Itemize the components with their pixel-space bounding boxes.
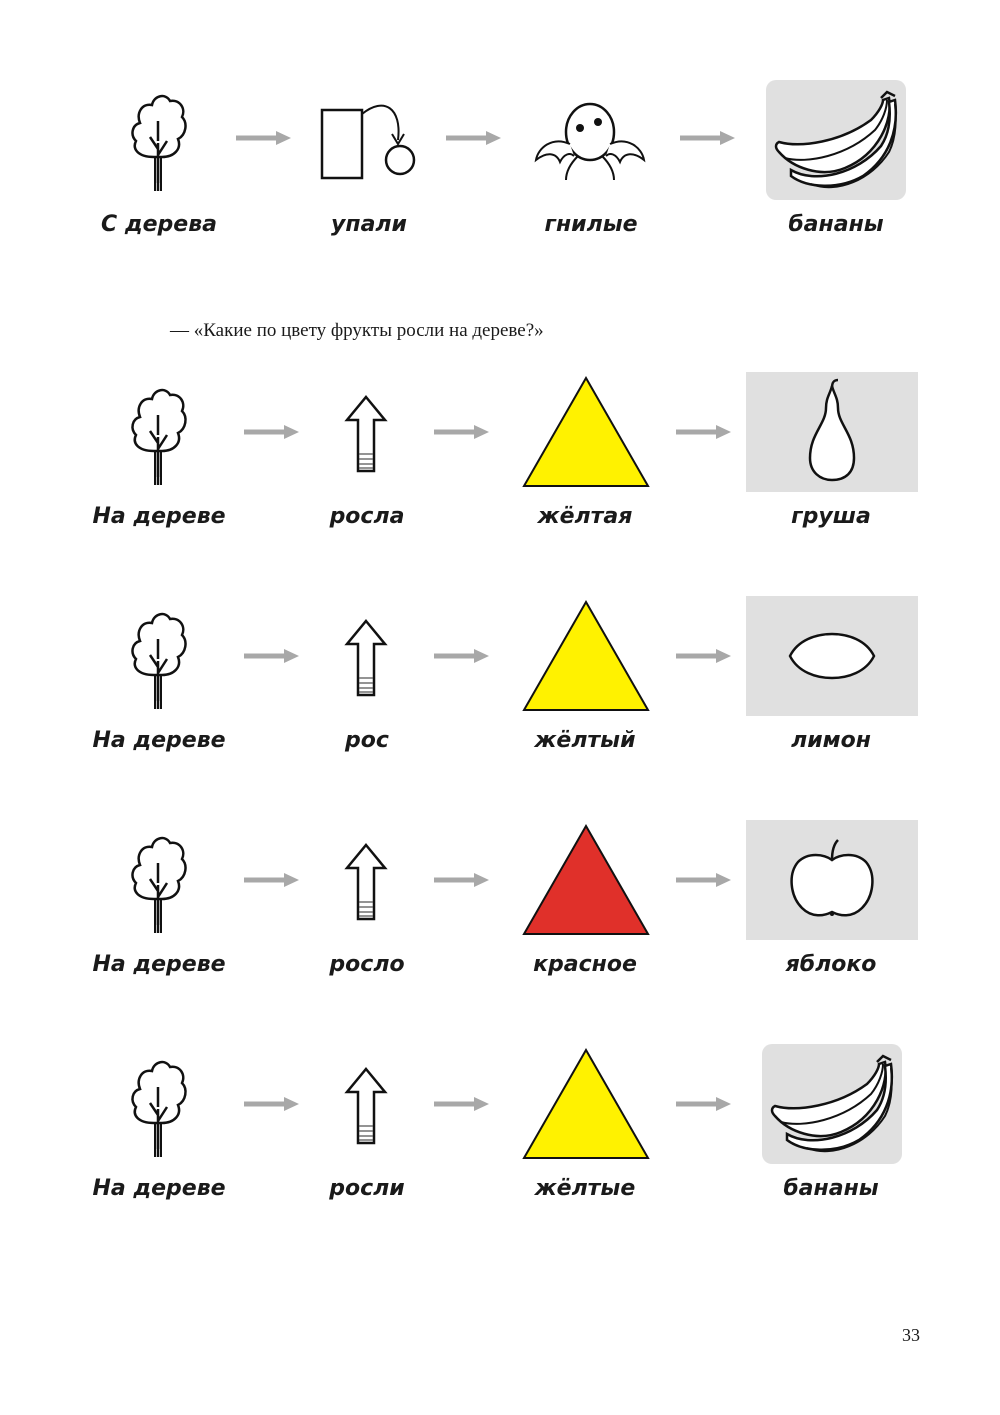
red-triangle-icon [522, 824, 650, 936]
word-label: яблоко [785, 952, 877, 977]
lemon-icon [746, 596, 918, 716]
question-text: — «Какие по цвету фрукты росли на дереве?» [170, 320, 544, 341]
yellow-triangle-icon [522, 376, 650, 488]
yellow-triangle-icon [522, 1048, 650, 1160]
arrow-right-icon [676, 648, 732, 664]
tree-icon [128, 600, 188, 712]
word-label: бананы [788, 212, 884, 237]
word-label: На дереве [92, 504, 226, 529]
arrow-right-icon [244, 648, 300, 664]
word-label: На дереве [92, 1176, 226, 1201]
tree-icon [128, 376, 188, 488]
word-label: росло [329, 952, 405, 977]
pear-icon [746, 372, 918, 492]
arrow-right-icon [244, 872, 300, 888]
arrow-right-icon [680, 130, 736, 146]
word-label: упали [331, 212, 407, 237]
rotten-icon [530, 100, 650, 182]
arrow-right-icon [676, 1096, 732, 1112]
fall-down-icon [318, 98, 422, 182]
arrow-right-icon [676, 424, 732, 440]
arrow-right-icon [244, 1096, 300, 1112]
arrow-right-icon [434, 424, 490, 440]
arrow-right-icon [434, 1096, 490, 1112]
arrow-right-icon [676, 872, 732, 888]
word-label: росла [329, 504, 405, 529]
word-label: лимон [791, 728, 871, 753]
word-label: На дереве [92, 728, 226, 753]
word-label: жёлтая [537, 504, 633, 529]
banana-icon [762, 1044, 902, 1164]
arrow-right-icon [434, 872, 490, 888]
word-label: На дереве [92, 952, 226, 977]
tree-icon [128, 824, 188, 936]
yellow-triangle-icon [522, 600, 650, 712]
banana-icon [766, 80, 906, 200]
word-label: рос [345, 728, 389, 753]
arrow-right-icon [446, 130, 502, 146]
word-label: красное [533, 952, 637, 977]
word-label: жёлтые [534, 1176, 636, 1201]
word-label: жёлтый [534, 728, 636, 753]
grow-up-arrow-icon [344, 394, 388, 474]
arrow-right-icon [236, 130, 292, 146]
grow-up-arrow-icon [344, 1066, 388, 1146]
word-label: гнилые [544, 212, 638, 237]
arrow-right-icon [434, 648, 490, 664]
page-number: 33 [902, 1325, 920, 1345]
word-label: груша [791, 504, 871, 529]
arrow-right-icon [244, 424, 300, 440]
tree-icon [128, 82, 188, 194]
grow-up-arrow-icon [344, 618, 388, 698]
apple-icon [746, 820, 918, 940]
word-label: бананы [783, 1176, 879, 1201]
tree-icon [128, 1048, 188, 1160]
word-label: росли [329, 1176, 405, 1201]
word-label: С дерева [101, 212, 217, 237]
grow-up-arrow-icon [344, 842, 388, 922]
